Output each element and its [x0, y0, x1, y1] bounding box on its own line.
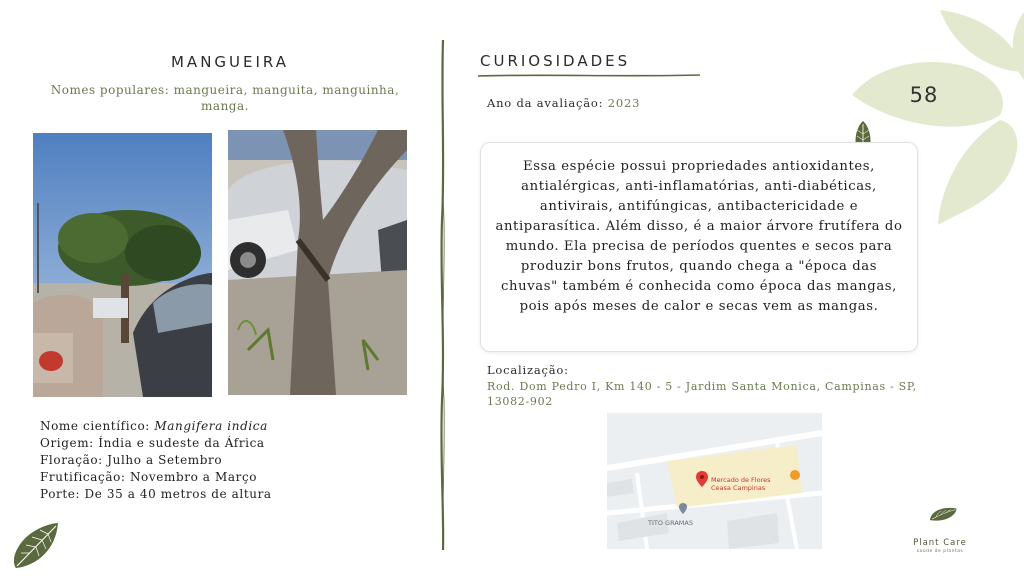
popular-names: Nomes populares: mangueira, manguita, manguinha, manga. — [50, 83, 400, 113]
tree-photo-full — [33, 133, 212, 397]
evaluation-year-label: Ano da avaliação: — [487, 96, 608, 110]
plant-title: MANGUEIRA — [170, 53, 289, 71]
scientific-name-row — [40, 418, 420, 435]
title-underline — [478, 72, 700, 80]
map-pin-label-line2: Ceasa Campinas — [711, 484, 766, 492]
page-number: 58 — [909, 83, 939, 107]
location-address: Rod. Dom Pedro I, Km 140 - 5 - Jardim Santa Monica, Campinas - SP, 13082-902 — [487, 380, 917, 408]
plant-care-logo-icon — [905, 505, 985, 537]
map-poi-label: TITO GRAMAS — [648, 519, 693, 527]
size-row: Porte: De 35 a 40 metros de altura — [40, 487, 272, 501]
tree-trunk-photo — [228, 130, 407, 395]
brand-name: Plant Care — [913, 538, 967, 548]
scientific-name-value: Mangifera indica — [154, 419, 268, 433]
plant-facts — [40, 418, 420, 503]
fruiting-row: Frutificação: Novembro a Março — [40, 470, 258, 484]
vertical-divider — [436, 40, 450, 550]
location-map — [607, 413, 822, 549]
description-card — [480, 142, 918, 352]
scientific-name-label: Nome científico: — [40, 419, 155, 433]
evaluation-year-value: 2023 — [607, 96, 641, 110]
leaf-decoration-bottom-left — [10, 520, 62, 570]
section-title-curiosidades: CURIOSIDADES — [480, 52, 631, 70]
brand-tagline: saúde de plantas — [916, 549, 964, 554]
description-text: Essa espécie possui propriedades antioxidantes, antialérgicas, anti-inflamatórias, anti-diabéticas, antivirais, antifúngicas, antibactericidade e antiparasítica. Além disso, é a maior árvore frutífera do mundo. Ela precisa de períodos quentes e secos para produzir bons frutos, quando chega a "época das chuvas" também é conhecida como época das mangas, pois após meses de calor e secas vem as mangas. — [495, 159, 903, 314]
location-label: Localização: — [487, 363, 569, 377]
flowering-row: Floração: Julho a Setembro — [40, 453, 223, 467]
origin-row: Origem: Índia e sudeste da África — [40, 436, 265, 450]
evaluation-year — [487, 96, 640, 110]
map-pin-label — [711, 476, 771, 492]
map-pin-label-line1: Mercado de Flores — [711, 476, 771, 484]
